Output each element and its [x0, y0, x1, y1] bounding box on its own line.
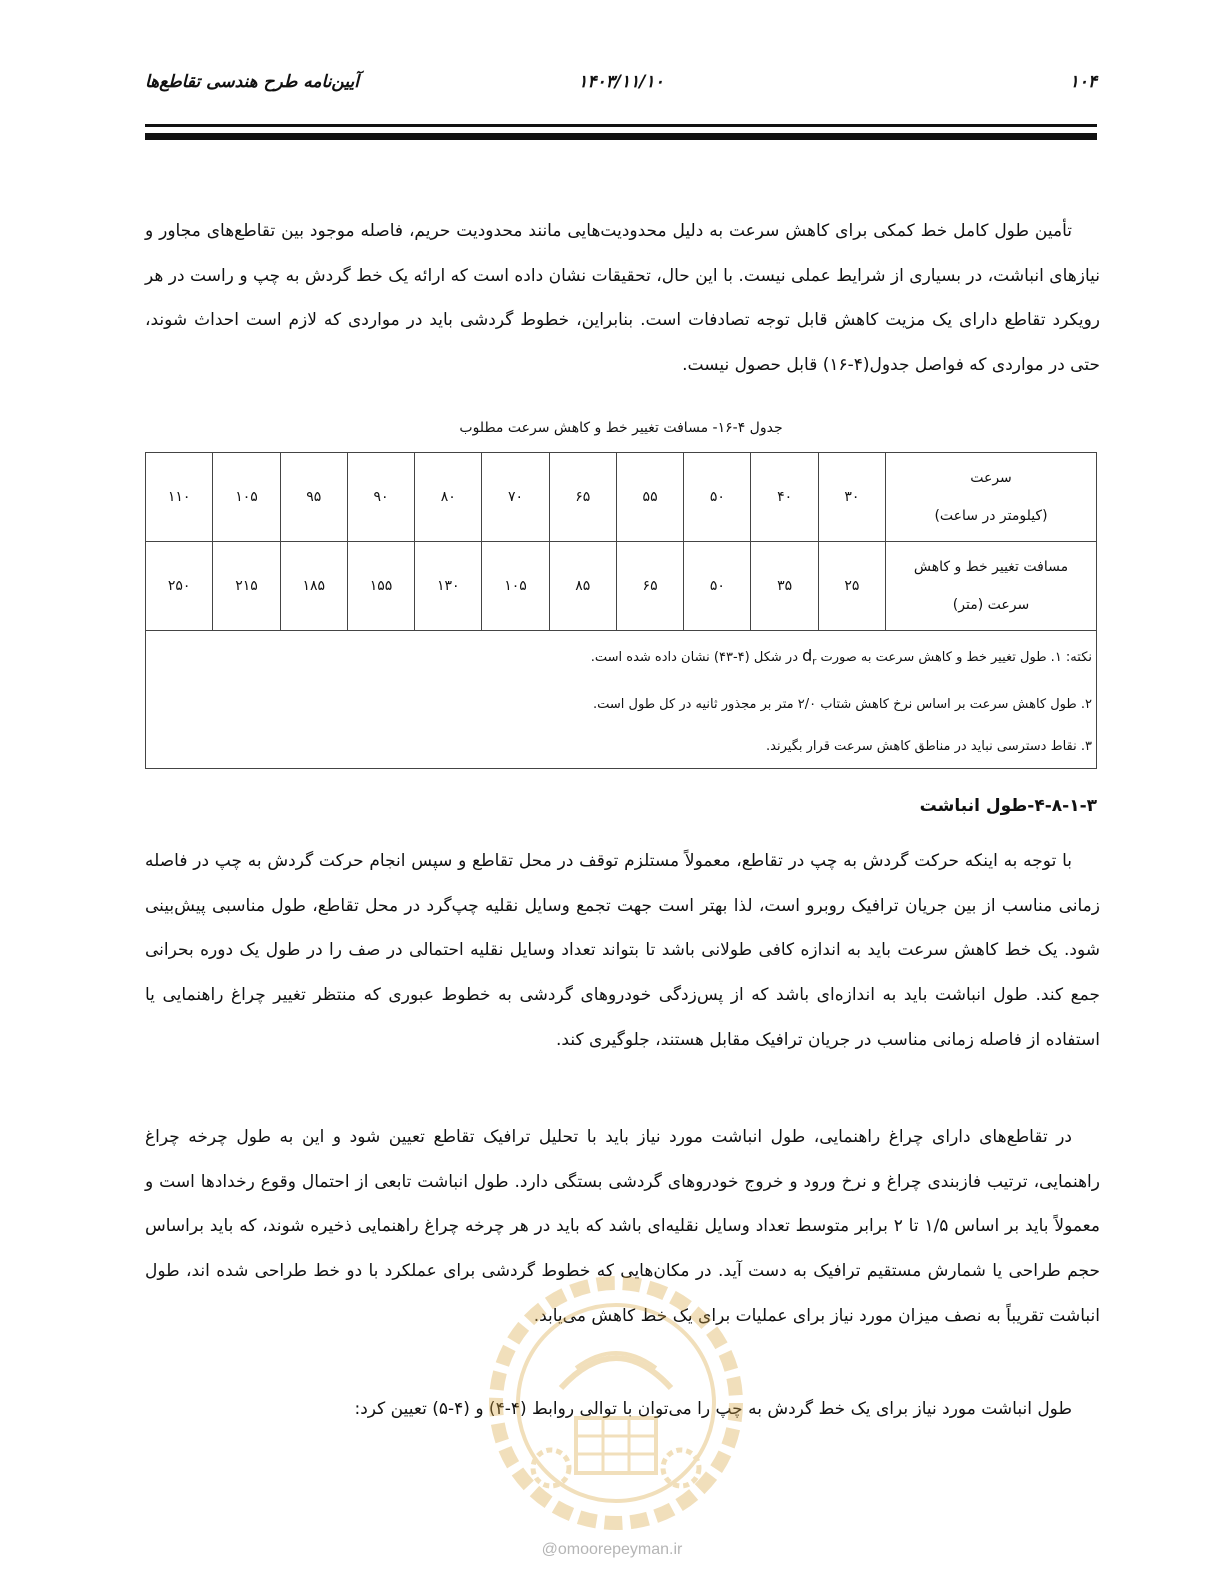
table-cell: ۱۳۰ — [415, 542, 482, 631]
table-cell: ۲۵۰ — [146, 542, 213, 631]
table-notes — [146, 631, 1097, 769]
section-title: ۴-۸-۱-۳-طول انباشت — [919, 796, 1097, 816]
table-cell: ۱۰۵ — [213, 453, 280, 542]
table-cell: ۳۵ — [751, 542, 818, 631]
gear-building-logo-icon — [481, 1268, 751, 1538]
table-cell: ۱۵۵ — [347, 542, 414, 631]
table-note-1: نکته: ۱. طول تغییر خط و کاهش سرعت به صورت $d_r$ در شکل (۴-۴۳) نشان داده شده است. — [590, 646, 1092, 668]
table-cell: ۶۵ — [549, 453, 616, 542]
table-cell: ۹۰ — [347, 453, 414, 542]
table-cell: ۷۰ — [482, 453, 549, 542]
table-row-notes — [146, 631, 1097, 769]
table-cell: ۳۰ — [818, 453, 885, 542]
table-cell: ۸۵ — [549, 542, 616, 631]
table-cell: ۴۰ — [751, 453, 818, 542]
table-cell: ۹۵ — [280, 453, 347, 542]
page-number: ۱۰۴ — [1069, 72, 1097, 92]
table-note-2: ۲. طول کاهش سرعت بر اساس نرخ کاهش شتاب ۲/۰ متر بر مجذور ثانیه در کل طول است. — [593, 696, 1092, 712]
table-cell: ۲۱۵ — [213, 542, 280, 631]
paragraph-1: تأمین طول کامل خط کمکی برای کاهش سرعت به دلیل محدودیت‌هایی مانند محدودیت حریم، فاصله موجود بین تقاطع‌های مجاور و نیازهای انباشت، در بسیاری از شرایط عملی نیست. با این حال، تحقیقات نشان داده است که ارائه یک خط گردش به چپ و راست در هر رویکرد تقاطع دارای یک مزیت کاهش قابل توجه تصادفات است. بنابراین، خطوط گردشی باید در مواردی که لازم است احداث شوند، حتی در مواردی که فواصل جدول(۴-۱۶) قابل حصول نیست. — [145, 221, 1100, 376]
table-cell: ۵۰ — [684, 542, 751, 631]
watermark-text: @omoorepeyman.ir — [541, 1541, 683, 1558]
table-cell: ۱۱۰ — [146, 453, 213, 542]
table-cell: ۶۵ — [616, 542, 683, 631]
row-header-speed: سرعت (کیلومتر در ساعت) — [886, 453, 1097, 542]
paragraph-4: طول انباشت مورد نیاز برای یک خط گردش به چپ را می‌توان با توالی روابط (۴-۴) و (۴-۵) تعیین کرد: — [354, 1399, 1072, 1419]
table-cell: ۱۰۵ — [482, 542, 549, 631]
table-note-3: ۳. نقاط دسترسی نباید در مناطق کاهش سرعت قرار بگیرند. — [766, 738, 1092, 754]
dr-symbol: $d_r$ — [802, 646, 817, 668]
table-cell: ۱۸۵ — [280, 542, 347, 631]
header-date: ۱۴۰۳/۱۱/۱۰ — [578, 72, 664, 92]
table-cell: ۸۰ — [415, 453, 482, 542]
table-cell: ۵۵ — [616, 453, 683, 542]
table-row-distance — [146, 542, 1097, 631]
header-title: آیین‌نامه طرح هندسی تقاطع‌ها — [145, 72, 359, 92]
page-header — [145, 72, 1097, 106]
lane-change-table — [145, 452, 1097, 769]
paragraph-2: با توجه به اینکه حرکت گردش به چپ در تقاطع، معمولاً مستلزم توقف در محل تقاطع و سپس انجام حرکت گردش به چپ در فاصله زمانی مناسب از بین جریان ترافیک روبرو است، لذا بهتر است جهت تجمع وسایل نقلیه چپ‌گرد در محل تقاطع، طول مناسبی پیش‌بینی شود. یک خط کاهش سرعت باید به اندازه کافی طولانی باشد تا بتواند تعداد وسایل نقلیه احتمالی در صف را در طول یک دوره بحرانی جمع کند. طول انباشت باید به اندازه‌ای باشد که از پس‌زدگی خودروهای گردشی به خطوط عبوری که منتظر تغییر چراغ راهنمایی یا استفاده از فاصله زمانی مناسب در جریان ترافیک مقابل هستند، جلوگیری کند. — [145, 851, 1100, 1050]
table-caption: جدول ۴-۱۶- مسافت تغییر خط و کاهش سرعت مطلوب — [459, 420, 783, 436]
table-cell: ۲۵ — [818, 542, 885, 631]
paragraph-3: در تقاطع‌های دارای چراغ راهنمایی، طول انباشت مورد نیاز باید با تحلیل ترافیک تقاطع تعیین شود و این به طول چرخه چراغ راهنمایی، ترتیب فازبندی چراغ و نرخ ورود و خروج خودروهای گردشی بستگی دارد. طول انباشت تابعی از احتمال وقوع رخدادها است و معمولاً باید بر اساس ۱/۵ تا ۲ برابر متوسط تعداد وسایل نقلیه‌ای باشد که باید در هر چرخه چراغ راهنمایی ذخیره شوند، که باید براساس حجم طراحی یا شمارش مستقیم ترافیک به دست آید. در مکان‌هایی که خطوط گردشی برای عملکرد با دو خط طراحی شده اند، طول انباشت تقریباً به نصف میزان مورد نیاز برای عملیات برای یک خط کاهش می‌یابد. — [145, 1127, 1100, 1326]
row-header-distance: مسافت تغییر خط و کاهش سرعت (متر) — [886, 542, 1097, 631]
table-row-speed — [146, 453, 1097, 542]
header-rule-thin — [145, 124, 1097, 127]
header-rule-thick — [145, 133, 1097, 140]
table-cell: ۵۰ — [684, 453, 751, 542]
